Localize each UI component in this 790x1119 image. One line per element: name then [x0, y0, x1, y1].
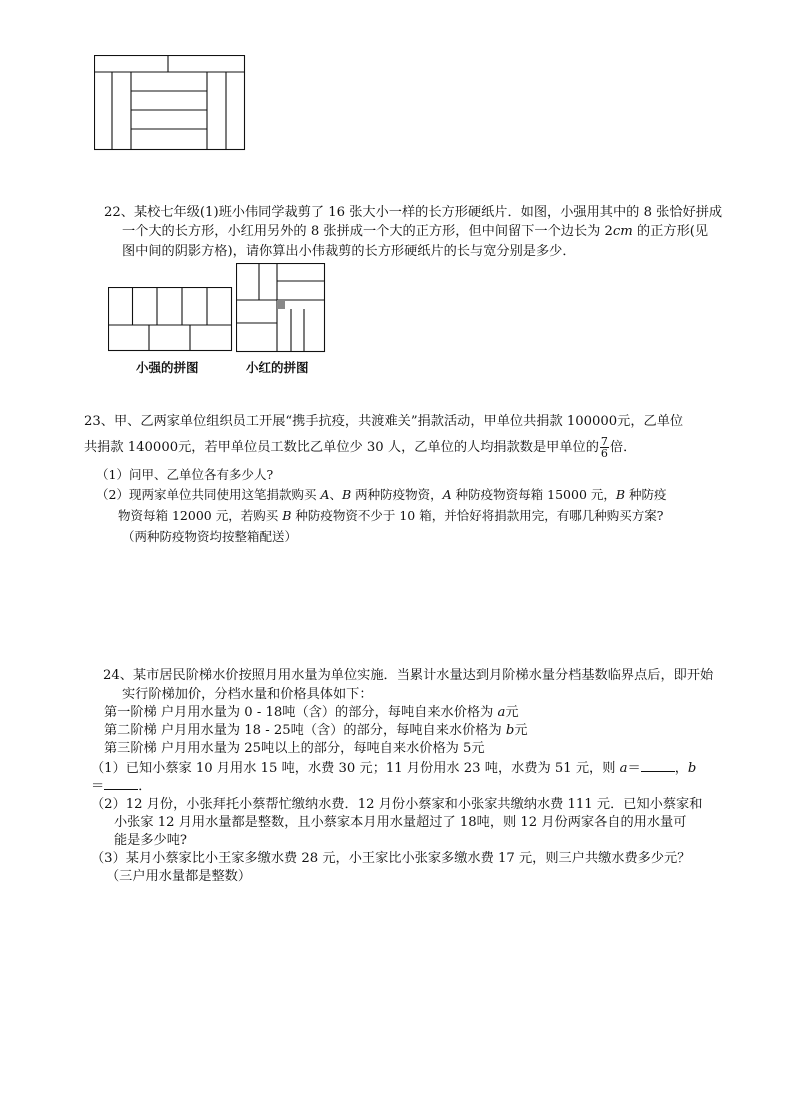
previous-problem-figure: [94, 55, 246, 151]
caption-xiaoqiang: 小强的拼图: [136, 360, 199, 375]
caption-xiaohong: 小红的拼图: [246, 360, 309, 375]
q24-part-2-line-1: （2）12 月份，小张拜托小蔡帮忙缴纳水费．12 月份小蔡家和小张家共缴纳水费 111 元．已知小蔡家和: [91, 797, 703, 812]
q24-line-2: 实行阶梯加价，分档水量和价格具体如下：: [122, 687, 373, 702]
q22-line-2: 一个大的长方形，小红用另外的 8 张拼成一个大的正方形，但中间留下一个边长为 2cm 的正方形(见: [122, 224, 709, 239]
q24-tier-2: 第二阶梯 户月用水量为 18 - 25吨（含）的部分，每吨自来水价格为 b元: [104, 723, 528, 738]
q23-part-2-line-3: （两种防疫物资均按整箱配送）: [122, 529, 298, 544]
q24-part-1-line-2: ＝ ．: [91, 779, 152, 794]
q23-part-1: （1）问甲、乙单位各有多少人?: [96, 467, 274, 482]
q23-line-2: 共捐款 140000元，若甲单位员工数比乙单位少 30 人，乙单位的人均捐款数是甲单位的 $\frac{7}{6}$ 倍．: [84, 435, 637, 460]
answer-blank-b: [104, 777, 138, 790]
q22-line-1: 22、某校七年级(1)班小伟同学裁剪了 16 张大小一样的长方形硬纸片．如图，小强用其中的 8 张恰好拼成: [104, 205, 723, 220]
q24-part-3-line-1: （3）某月小蔡家比小王家多缴水费 28 元，小王家比小张家多缴水费 17 元，则三户共缴水费多少元？: [91, 851, 691, 866]
shaded-center-square: [277, 300, 285, 309]
q23-part-2-line-1: （2）现两家单位共同使用这笔捐款购买 A、B 两种防疫物资，A 种防疫物资每箱 15000 元，B 种防疫: [96, 487, 667, 502]
q23-line-1: 23、甲、乙两家单位组织员工开展“携手抗疫，共渡难关”捐款活动，甲单位共捐款 100000元，乙单位: [84, 414, 684, 429]
q24-line-1: 24、某市居民阶梯水价按照月用水量为单位实施．当累计水量达到月阶梯水量分档基数临界点后，即开始: [103, 668, 714, 683]
q24-tier-3: 第三阶梯 户月用水量为 25吨以上的部分，每吨自来水价格为 5元: [104, 741, 485, 756]
q24-part-3-line-2: （三户用水量都是整数）: [106, 869, 252, 884]
xiaohong-puzzle-figure: [236, 263, 326, 353]
q22-line-3: 图中间的阴影方格)，请你算出小伟裁剪的长方形硬纸片的长与宽分别是多少．: [122, 244, 576, 259]
answer-blank-a: [641, 759, 675, 772]
q24-part-2-line-2: 小张家 12 月用水量都是整数，且小蔡家本月用水量超过了 18吨，则 12 月份两家各自的用水量可: [114, 815, 687, 830]
q24-part-2-line-3: 能是多少吨?: [114, 833, 188, 848]
q24-tier-1: 第一阶梯 户月用水量为 0 - 18吨（含）的部分，每吨自来水价格为 a元: [104, 705, 519, 720]
fraction-seven-sixths: $\frac{7}{6}$: [600, 435, 608, 460]
q23-part-2-line-2: 物资每箱 12000 元，若购买 B 种防疫物资不少于 10 箱，并恰好将捐款用完，有哪几种购买方案?: [118, 508, 664, 523]
xiaoqiang-puzzle-figure: [108, 287, 233, 353]
q24-part-1-line-1: （1）已知小蔡家 10 月用水 15 吨，水费 30 元；11 月份用水 23 吨，水费为 51 元，则 a＝ ，b: [91, 761, 697, 776]
